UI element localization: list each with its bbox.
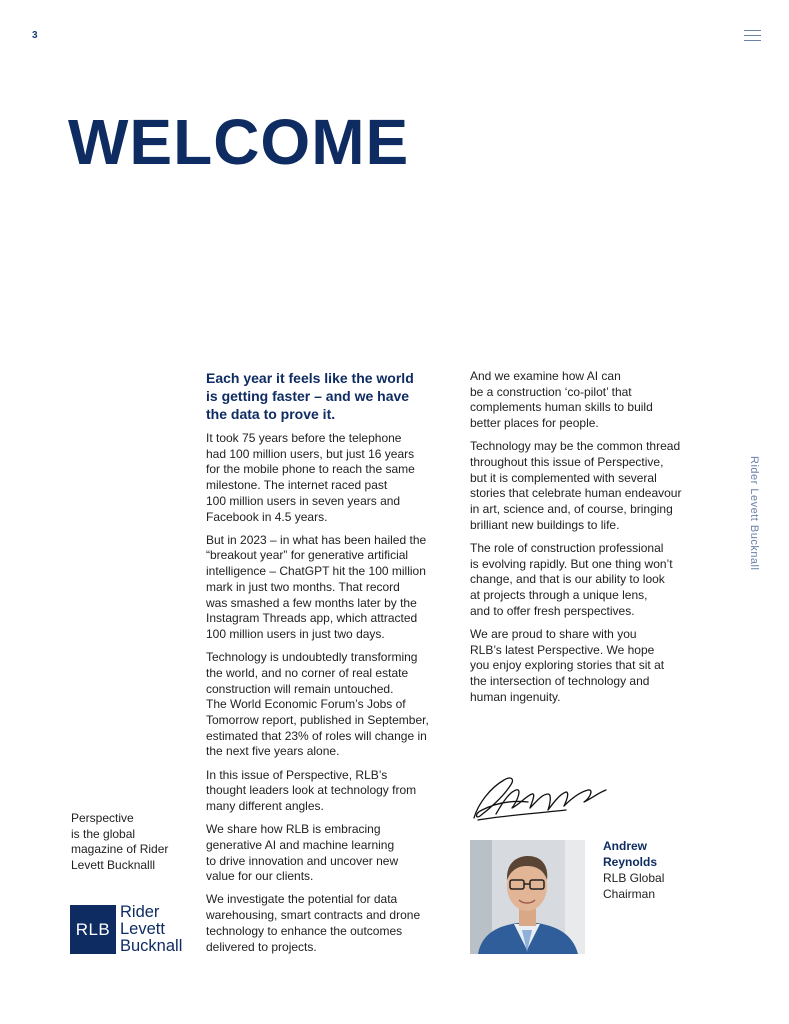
page-number: 3 — [32, 30, 38, 41]
author-name: Andrew Reynolds — [603, 839, 658, 869]
hamburger-menu-icon[interactable] — [744, 30, 761, 41]
paragraph: We investigate the potential for data warehousing, smart contracts and drone technology to enhance the outcomes delivered to projects. — [206, 892, 421, 954]
paragraph: In this issue of Perspective, RLB’s thought leaders look at technology from many different angles. — [206, 767, 417, 813]
paragraph: We share how RLB is embracing generative AI and machine learning to drive innovation and uncover new value for our clients. — [206, 822, 399, 884]
page-title: WELCOME — [68, 106, 410, 178]
logo-word: Levett — [120, 919, 165, 938]
paragraph: It took 75 years before the telephone had 100 million users, but just 16 years for the mobile phone to reach the same milestone. The internet raced past 100 million users in seven years and Facebook in 4.5 years. — [206, 431, 415, 524]
author-role: RLB Global Chairman — [603, 871, 665, 901]
menu-bar — [744, 40, 761, 41]
paragraph: The role of construction professional is evolving rapidly. But one thing won’t change, and that is our ability to look at projects through a unique lens, and to offer fresh perspectives. — [470, 541, 673, 618]
rlb-logo — [70, 905, 182, 954]
chairman-portrait — [470, 840, 585, 954]
side-brand-label: Rider Levett Bucknall — [748, 456, 760, 571]
paragraph: We are proud to share with you RLB’s latest Perspective. We hope you enjoy exploring stories that sit at the intersection of technology and human ingenuity. — [470, 627, 665, 704]
logo-word: Rider — [120, 903, 160, 921]
paragraph: Technology is undoubtedly transforming the world, and no corner of real estate construction will remain untouched. The World Economic Forum’s Jobs of Tomorrow report, published in September, estimated that 23% of roles will change in the next five years alone. — [206, 650, 429, 759]
paragraph: Technology may be the common thread throughout this issue of Perspective, but it is complemented with several stories that celebrate human endeavour in art, science and, of course, bringing brilliant new buildings to life. — [470, 439, 682, 532]
menu-bar — [744, 35, 761, 36]
logo-abbr: RLB — [70, 905, 116, 954]
paragraph: But in 2023 – in what has been hailed the “breakout year” for generative artificial intelligence – ChatGPT hit the 100 million mark in just two months. That record was smashed a few months later by the Instagram Threads app, which attracted 100 million users in just two days. — [206, 532, 427, 641]
logo-word: Bucknall — [120, 936, 183, 955]
paragraph: And we examine how AI can be a construction ‘co-pilot’ that complements human skills to build better places for people. — [470, 369, 653, 431]
right-column — [470, 369, 720, 713]
menu-bar — [744, 30, 761, 31]
logo-wordmark — [120, 905, 182, 954]
left-column — [206, 431, 460, 963]
signature — [470, 770, 610, 825]
magazine-description: Perspective is the global magazine of Rider Levett Bucknalll — [71, 811, 169, 873]
intro-heading: Each year it feels like the world is getting faster – and we have the data to prove it. — [206, 370, 414, 423]
